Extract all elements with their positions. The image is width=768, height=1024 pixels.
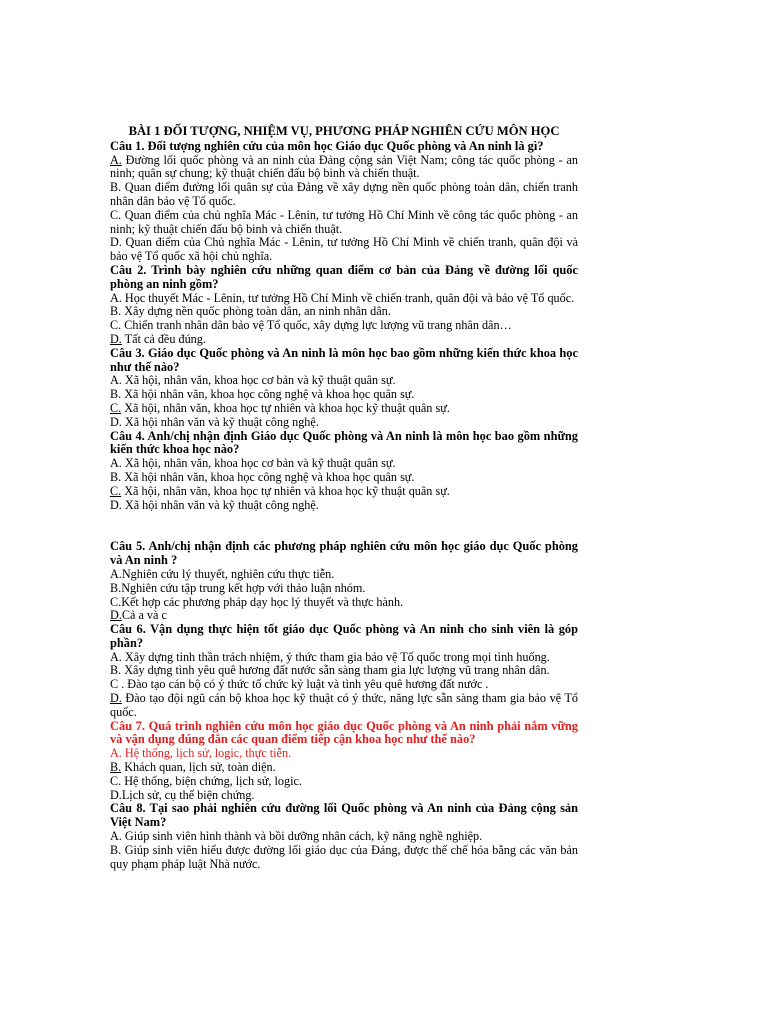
answer-option xyxy=(110,181,578,209)
option-letter: B. xyxy=(110,304,122,319)
option-letter: C. xyxy=(110,318,122,333)
question-block xyxy=(110,623,578,720)
option-text: Xã hội nhân văn, khoa học công nghệ và khoa học quân sự. xyxy=(121,387,415,402)
question-text: Câu 3. Giáo dục Quốc phòng và An ninh là môn học bao gồm những kiến thức khoa học như thế nào? xyxy=(110,345,578,374)
question-text: Câu 2. Trình bày nghiên cứu những quan điểm cơ bản của Đảng về đường lối quốc phòng an ninh gồm? xyxy=(110,262,578,291)
option-letter: A. xyxy=(110,152,122,167)
option-letter: A. xyxy=(110,649,122,664)
option-text: Xã hội, nhân văn, khoa học tự nhiên và khoa học kỹ thuật quân sự. xyxy=(121,400,450,415)
question-text: Câu 6. Vận dụng thực hiện tốt giáo dục Quốc phòng và An ninh cho sinh viên là góp phần? xyxy=(110,622,578,650)
question-block xyxy=(110,720,578,803)
option-letter: C. xyxy=(110,773,122,788)
option-text: Xã hội nhân văn, khoa học công nghệ và khoa học quân sự. xyxy=(121,469,415,484)
question-text: Câu 4. Anh/chị nhận định Giáo dục Quốc phòng và An ninh là môn học bao gồm những kiến thức khoa học nào? xyxy=(110,428,578,457)
answer-option xyxy=(110,499,578,513)
answer-option xyxy=(110,305,578,319)
option-letter: B. xyxy=(110,842,122,857)
question-text: Câu 7. Quá trình nghiên cứu môn học giáo dục Quốc phòng và An ninh phải nắm vững và vận dụng đúng đắn các quan điểm tiếp cận khoa học như thế nào? xyxy=(110,718,578,747)
answer-option xyxy=(110,747,578,761)
option-letter: D. xyxy=(110,235,122,250)
option-letter: B. xyxy=(110,663,122,678)
question-block xyxy=(110,264,578,347)
answer-option xyxy=(110,416,578,430)
answer-option xyxy=(110,775,578,789)
option-letter: B. xyxy=(110,387,122,402)
option-text: Xã hội nhân văn và kỹ thuật công nghệ. xyxy=(121,414,319,429)
answer-option xyxy=(110,402,578,416)
option-text: Tất cả đều đúng. xyxy=(121,331,206,346)
option-letter: A. xyxy=(110,456,122,471)
option-letter: D. xyxy=(110,691,122,706)
option-text: Cả a và c xyxy=(121,608,167,623)
option-letter: D. xyxy=(110,414,122,429)
option-letter: D. xyxy=(110,331,122,346)
option-letter: C. xyxy=(110,400,122,415)
option-text: Nghiên cứu lý thuyết, nghiên cứu thực tiễn. xyxy=(121,566,335,581)
answer-option xyxy=(110,388,578,402)
option-text: Học thuyết Mác - Lênin, tư tưởng Hồ Chí Minh về chiến tranh, quân đội và bảo vệ Tổ quốc. xyxy=(121,290,575,305)
answer-option xyxy=(110,485,578,499)
answer-option xyxy=(110,761,578,775)
answer-option xyxy=(110,236,578,264)
answer-option xyxy=(110,333,578,347)
option-letter: A. xyxy=(110,373,122,388)
question-text: Câu 1. Đối tượng nghiên cứu của môn học Giáo dục Quốc phòng và An ninh là gì? xyxy=(110,138,544,153)
option-text: Kết hợp các phương pháp dạy học lý thuyết và thực hành. xyxy=(121,594,404,609)
option-text: Quan điểm đường lối quân sự của Đảng về xây dựng nền quốc phòng toàn dân, chiến tranh nhân dân bảo vệ Tổ quốc. xyxy=(110,180,578,208)
option-text: Xã hội, nhân văn, khoa học cơ bản và kỹ thuật quân sự. xyxy=(121,456,396,471)
option-text: Khách quan, lịch sử, toàn diện. xyxy=(121,760,276,775)
answer-option xyxy=(110,319,578,333)
answer-option xyxy=(110,457,578,471)
answer-option xyxy=(110,844,578,872)
option-text: Giúp sinh viên hiểu được đường lối giáo dục của Đảng, được thể chế hóa bằng các văn bản quy phạm pháp luật Nhà nước. xyxy=(110,842,578,871)
question-block xyxy=(110,540,578,623)
answer-option xyxy=(110,789,578,803)
option-letter: C. xyxy=(110,207,122,222)
option-text: Xây dựng tình yêu quê hương đất nước sẵn sàng tham gia lực lượng vũ trang nhân dân. xyxy=(121,663,550,678)
document-title: BÀI 1 ĐỐI TƯỢNG, NHIỆM VỤ, PHƯƠNG PHÁP NGHIÊN CỨU MÔN HỌC xyxy=(128,124,560,138)
document-body xyxy=(110,125,578,871)
option-letter: B. xyxy=(110,760,122,775)
question-block xyxy=(110,430,578,513)
question-text: Câu 5. Anh/chị nhận định các phương pháp nghiên cứu môn học giáo dục Quốc phòng và An ninh ? xyxy=(110,539,578,568)
option-text: Chiến tranh nhân dân bảo vệ Tổ quốc, xây dựng lực lượng vũ trang nhân dân… xyxy=(121,318,512,333)
option-letter: B. xyxy=(110,180,122,195)
answer-option xyxy=(110,154,578,182)
answer-option xyxy=(110,692,578,720)
option-text: Quan điểm của Chủ nghĩa Mác - Lênin, tư tưởng Hồ Chí Minh về chiến tranh, quân đội và bảo vệ Tổ quốc xã hội chủ nghĩa. xyxy=(110,235,578,264)
answer-option xyxy=(110,609,578,623)
option-text: Xã hội, nhân văn, khoa học tự nhiên và khoa học kỹ thuật quân sự. xyxy=(121,483,450,498)
answer-option xyxy=(110,678,578,692)
option-letter: A. xyxy=(110,566,122,581)
option-text: Nghiên cứu tập trung kết hợp với thảo luận nhóm. xyxy=(121,580,366,595)
option-text: Xây dựng nền quốc phòng toàn dân, an ninh nhân dân. xyxy=(121,304,391,319)
answer-option xyxy=(110,596,578,610)
option-letter: A. xyxy=(110,829,122,844)
option-letter: C. xyxy=(110,483,122,498)
option-text: Xây dựng tinh thần trách nhiệm, ý thức tham gia bảo vệ Tổ quốc trong mọi tình huống. xyxy=(121,649,550,664)
answer-option xyxy=(110,209,578,237)
answer-option xyxy=(110,651,578,665)
answer-option xyxy=(110,830,578,844)
question-block xyxy=(110,140,578,264)
option-letter: C xyxy=(110,677,119,692)
option-text: Xã hội nhân văn và kỹ thuật công nghệ. xyxy=(121,497,319,512)
answer-option xyxy=(110,292,578,306)
option-letter: D. xyxy=(110,787,122,802)
option-letter: A. xyxy=(110,746,122,761)
option-text: Lịch sử, cụ thể biện chứng. xyxy=(121,787,255,802)
option-text: . Đào tạo cán bộ có ý thức tổ chức kỷ luật và tình yêu quê hương đất nước . xyxy=(118,677,489,692)
option-text: Hệ thống, biện chứng, lịch sử, logic. xyxy=(121,773,302,788)
answer-option xyxy=(110,664,578,678)
question-block xyxy=(110,802,578,871)
option-letter: A. xyxy=(110,290,122,305)
option-text: Xã hội, nhân văn, khoa học cơ bản và kỹ thuật quân sự. xyxy=(121,373,396,388)
answer-option xyxy=(110,471,578,485)
option-letter: B. xyxy=(110,469,122,484)
option-letter: D. xyxy=(110,608,122,623)
blank-space xyxy=(110,512,578,540)
question-text: Câu 8. Tại sao phải nghiên cứu đường lối Quốc phòng và An ninh của Đảng cộng sản Việt Nam? xyxy=(110,801,578,830)
option-text: Đường lối quốc phòng và an ninh của Đảng cộng sản Việt Nam; công tác quốc phòng - an ninh; quân sự chung; kỹ thuật chiến đấu bộ binh và chiến thuật. xyxy=(110,152,578,181)
option-text: Đào tạo đội ngũ cán bộ khoa học kỹ thuật có ý thức, năng lực sẵn sàng tham gia bảo vệ Tổ quốc. xyxy=(110,691,578,719)
answer-option xyxy=(110,568,578,582)
question-block xyxy=(110,347,578,430)
option-letter: C. xyxy=(110,594,122,609)
option-letter: B. xyxy=(110,580,122,595)
option-text: Giúp sinh viên hình thành và bồi dưỡng nhân cách, kỹ năng nghề nghiệp. xyxy=(121,829,483,844)
option-letter: D. xyxy=(110,497,122,512)
answer-option xyxy=(110,374,578,388)
option-text: Quan điểm của chủ nghĩa Mác - Lênin, tư tưởng Hồ Chí Minh về công tác quốc phòng - an ninh; kỹ thuật chiến đấu bộ binh và chiến thuật. xyxy=(110,207,578,236)
option-text: Hệ thống, lịch sử, logic, thực tiễn. xyxy=(121,746,292,761)
answer-option xyxy=(110,582,578,596)
